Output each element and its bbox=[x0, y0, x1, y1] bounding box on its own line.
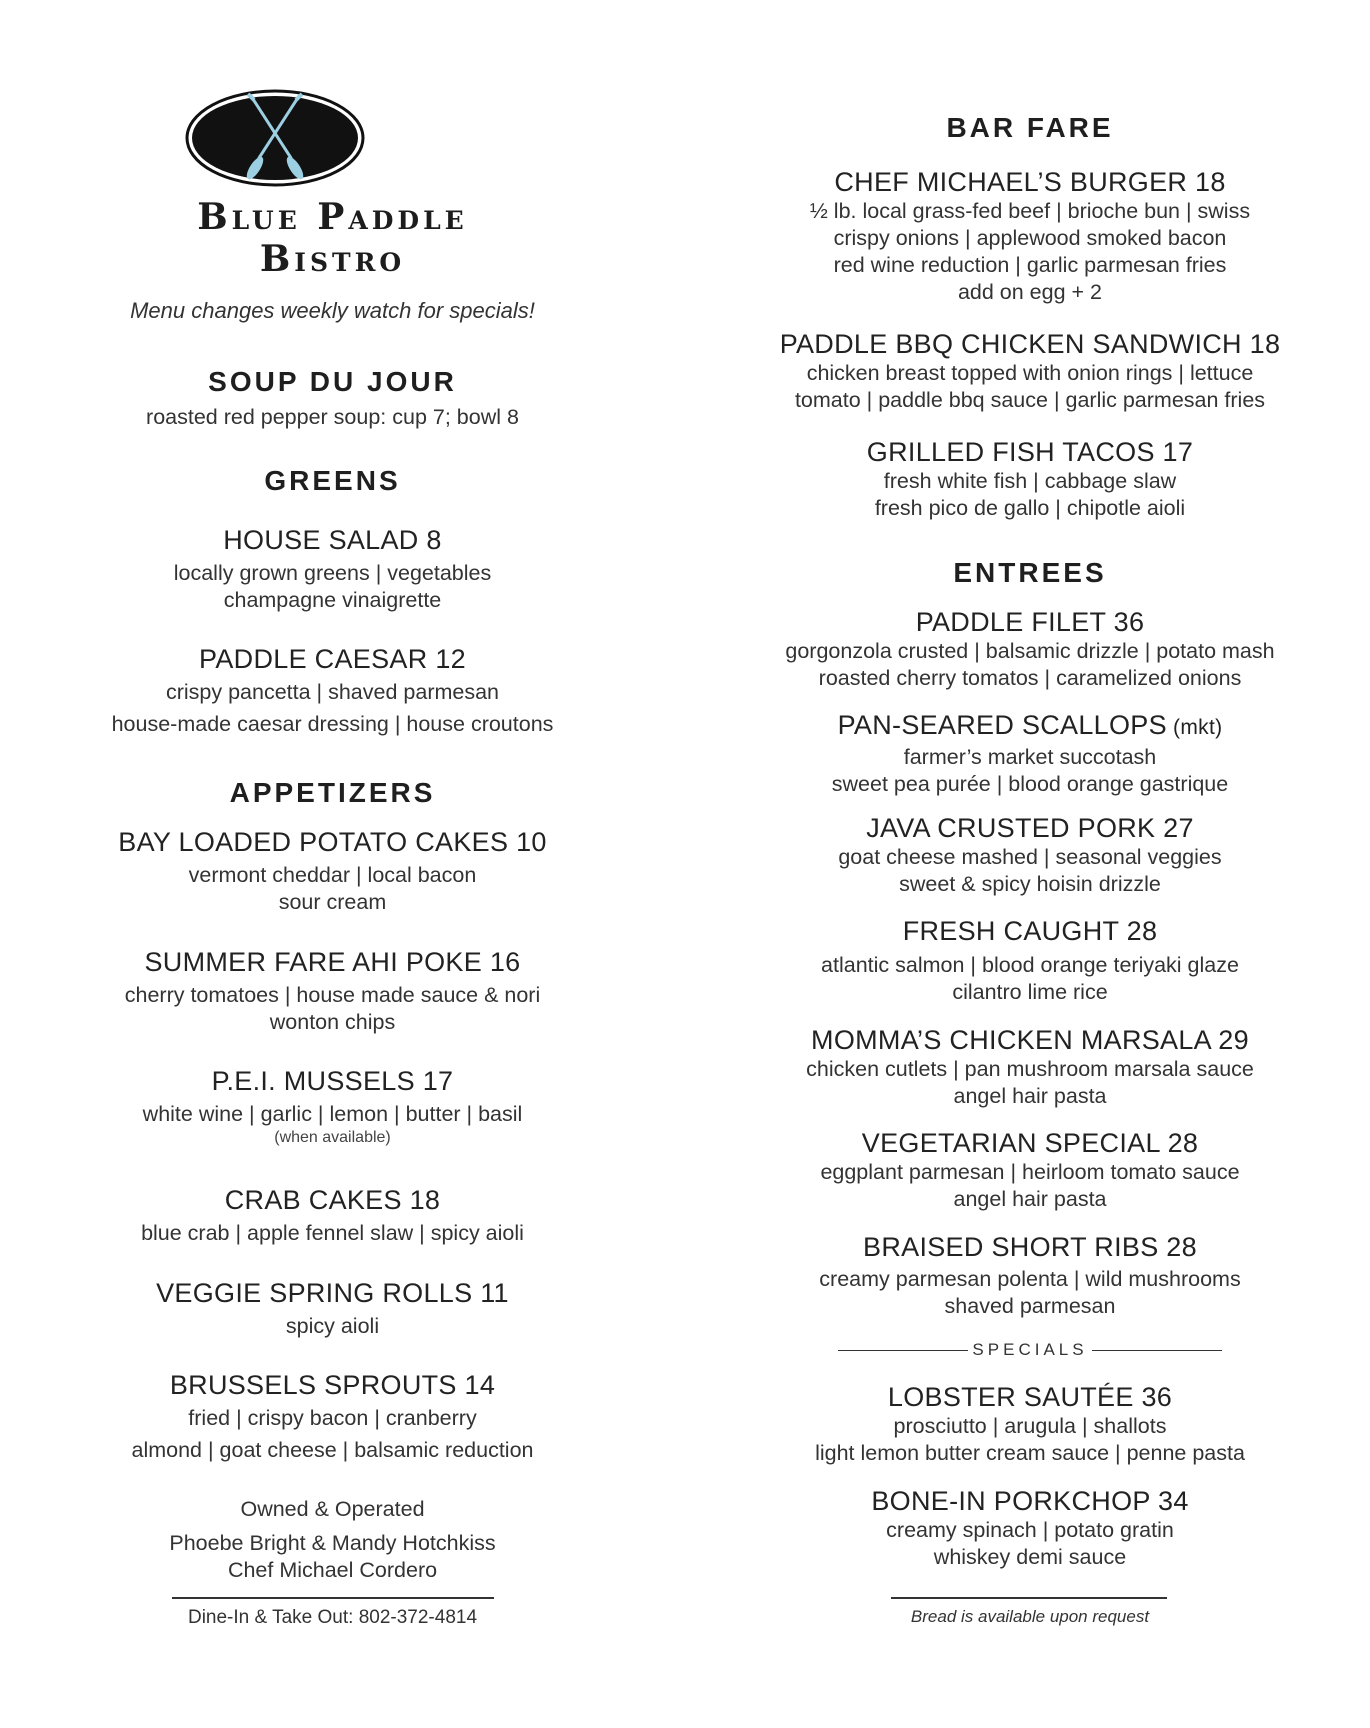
right-column bbox=[735, 0, 1325, 1728]
item-desc: white wine | garlic | lemon | butter | basil bbox=[142, 1102, 523, 1126]
menu-item bbox=[735, 1231, 1325, 1320]
item-desc: roasted red pepper soup: cup 7; bowl 8 bbox=[146, 405, 519, 429]
item-desc: chicken cutlets | pan mushroom marsala sauce bbox=[806, 1057, 1254, 1081]
item-name: VEGETARIAN SPECIAL 28 bbox=[861, 1128, 1199, 1158]
item-name: VEGGIE SPRING ROLLS 11 bbox=[156, 1278, 509, 1308]
item-desc: prosciutto | arugula | shallots bbox=[893, 1414, 1167, 1438]
menu-item bbox=[735, 606, 1325, 692]
owners-line: Phoebe Bright & Mandy Hotchkiss bbox=[169, 1531, 496, 1555]
availability-note: (when available) bbox=[274, 1129, 391, 1146]
item-desc: whiskey demi sauce bbox=[933, 1545, 1127, 1569]
item-name: PADDLE FILET 36 bbox=[915, 607, 1145, 637]
section-title-bar-fare: BAR FARE bbox=[946, 112, 1114, 143]
divider-line bbox=[838, 1350, 968, 1351]
item-name: PAN-SEARED SCALLOPS bbox=[837, 710, 1167, 740]
item-desc: creamy spinach | potato gratin bbox=[886, 1518, 1174, 1542]
menu-item bbox=[735, 436, 1325, 522]
item-name: CHEF MICHAEL’S BURGER 18 bbox=[834, 167, 1226, 197]
item-desc: vermont cheddar | local bacon bbox=[188, 863, 477, 887]
item-name: GRILLED FISH TACOS 17 bbox=[866, 437, 1194, 467]
owners-block bbox=[60, 1496, 605, 1584]
item-name: BRAISED SHORT RIBS 28 bbox=[863, 1232, 1197, 1262]
owners-line: Owned & Operated bbox=[240, 1497, 425, 1521]
footer-divider bbox=[891, 1597, 1167, 1599]
contact-info: Dine-In & Take Out: 802-372-4814 bbox=[187, 1607, 478, 1628]
item-desc: wonton chips bbox=[269, 1010, 396, 1034]
menu-item bbox=[735, 328, 1325, 414]
item-name: MOMMA’S CHICKEN MARSALA 29 bbox=[811, 1025, 1249, 1055]
item-name: SUMMER FARE AHI POKE 16 bbox=[144, 947, 521, 977]
item-desc: creamy parmesan polenta | wild mushrooms bbox=[819, 1267, 1241, 1291]
menu-item bbox=[60, 1184, 605, 1247]
item-name: JAVA CRUSTED PORK 27 bbox=[866, 813, 1194, 843]
item-name: BRUSSELS SPROUTS 14 bbox=[169, 1370, 496, 1400]
item-desc: blue crab | apple fennel slaw | spicy aioli bbox=[141, 1221, 524, 1245]
menu-item bbox=[735, 166, 1325, 306]
specials-label: SPECIALS bbox=[972, 1340, 1088, 1359]
restaurant-name-line1: Blue Paddle bbox=[197, 196, 468, 238]
item-desc: goat cheese mashed | seasonal veggies bbox=[838, 845, 1222, 869]
menu-item bbox=[735, 1127, 1325, 1213]
menu-item bbox=[735, 1485, 1325, 1571]
menu-item bbox=[60, 1065, 605, 1148]
item-desc: crispy pancetta | shaved parmesan bbox=[165, 680, 500, 704]
item-desc: almond | goat cheese | balsamic reduction bbox=[131, 1438, 534, 1462]
footer-divider bbox=[172, 1597, 494, 1599]
item-desc: spicy aioli bbox=[285, 1314, 380, 1338]
item-desc: house-made caesar dressing | house croutons bbox=[111, 712, 554, 736]
section-title-greens: GREENS bbox=[264, 465, 401, 496]
item-desc: atlantic salmon | blood orange teriyaki glaze bbox=[821, 953, 1239, 977]
item-desc: chicken breast topped with onion rings | lettuce bbox=[806, 361, 1254, 385]
soup-item bbox=[60, 404, 605, 431]
item-name: LOBSTER SAUTÉE 36 bbox=[887, 1382, 1173, 1412]
item-desc: ½ lb. local grass-fed beef | brioche bun | swiss bbox=[809, 199, 1251, 223]
menu-item bbox=[60, 1277, 605, 1340]
item-desc: cilantro lime rice bbox=[952, 980, 1108, 1004]
item-desc: fresh white fish | cabbage slaw bbox=[883, 469, 1177, 493]
item-desc: crispy onions | applewood smoked bacon bbox=[833, 226, 1227, 250]
item-desc: tomato | paddle bbq sauce | garlic parmesan fries bbox=[794, 388, 1266, 412]
item-name: CRAB CAKES 18 bbox=[224, 1185, 441, 1215]
tagline: Menu changes weekly watch for specials! bbox=[130, 298, 535, 323]
menu-item bbox=[735, 915, 1325, 1006]
menu-item bbox=[60, 1369, 605, 1464]
item-desc: sour cream bbox=[278, 890, 387, 914]
item-name: BONE-IN PORKCHOP 34 bbox=[871, 1486, 1189, 1516]
item-desc: sweet & spicy hoisin drizzle bbox=[899, 872, 1161, 896]
item-desc: light lemon butter cream sauce | penne pasta bbox=[815, 1441, 1245, 1465]
item-desc: fresh pico de gallo | chipotle aioli bbox=[874, 496, 1186, 520]
item-name: HOUSE SALAD 8 bbox=[223, 525, 442, 555]
owners-line: Chef Michael Cordero bbox=[227, 1558, 438, 1582]
item-desc: fried | crispy bacon | cranberry bbox=[188, 1406, 477, 1430]
section-title-soup: SOUP DU JOUR bbox=[208, 366, 457, 397]
menu-item bbox=[60, 524, 605, 614]
item-name: FRESH CAUGHT 28 bbox=[902, 916, 1158, 946]
item-name: PADDLE BBQ CHICKEN SANDWICH 18 bbox=[779, 329, 1281, 359]
left-column bbox=[60, 0, 605, 1728]
menu-item bbox=[735, 1381, 1325, 1467]
item-desc: angel hair pasta bbox=[953, 1084, 1107, 1108]
item-desc: roasted cherry tomatos | caramelized onions bbox=[818, 666, 1242, 690]
menu-item bbox=[735, 709, 1325, 798]
item-desc: farmer’s market succotash bbox=[903, 745, 1157, 769]
menu-item bbox=[60, 826, 605, 916]
restaurant-name-line2: Bistro bbox=[259, 238, 406, 280]
item-desc: sweet pea purée | blood orange gastrique bbox=[831, 772, 1229, 796]
menu-item bbox=[60, 946, 605, 1036]
item-desc: shaved parmesan bbox=[944, 1294, 1116, 1318]
item-name: BAY LOADED POTATO CAKES 10 bbox=[118, 827, 547, 857]
specials-divider bbox=[735, 1340, 1325, 1360]
item-desc: red wine reduction | garlic parmesan fries bbox=[833, 253, 1227, 277]
item-name: P.E.I. MUSSELS 17 bbox=[211, 1066, 454, 1096]
section-title-entrees: ENTREES bbox=[953, 557, 1107, 588]
item-desc: add on egg + 2 bbox=[957, 280, 1103, 304]
item-name-row bbox=[735, 709, 1325, 744]
item-desc: champagne vinaigrette bbox=[223, 588, 442, 612]
item-desc: gorgonzola crusted | balsamic drizzle | potato mash bbox=[785, 639, 1275, 663]
section-title-appetizers: APPETIZERS bbox=[229, 777, 436, 808]
menu-item bbox=[735, 1024, 1325, 1110]
item-desc: cherry tomatoes | house made sauce & nori bbox=[124, 983, 541, 1007]
menu-item bbox=[735, 812, 1325, 898]
bread-note: Bread is available upon request bbox=[910, 1607, 1150, 1626]
item-name: PADDLE CAESAR 12 bbox=[199, 644, 466, 674]
item-desc: angel hair pasta bbox=[953, 1187, 1107, 1211]
item-desc: locally grown greens | vegetables bbox=[173, 561, 492, 585]
menu-item bbox=[60, 643, 605, 738]
divider-line bbox=[1092, 1350, 1222, 1351]
market-price: (mkt) bbox=[1166, 716, 1223, 739]
item-desc: eggplant parmesan | heirloom tomato sauce bbox=[820, 1160, 1240, 1184]
